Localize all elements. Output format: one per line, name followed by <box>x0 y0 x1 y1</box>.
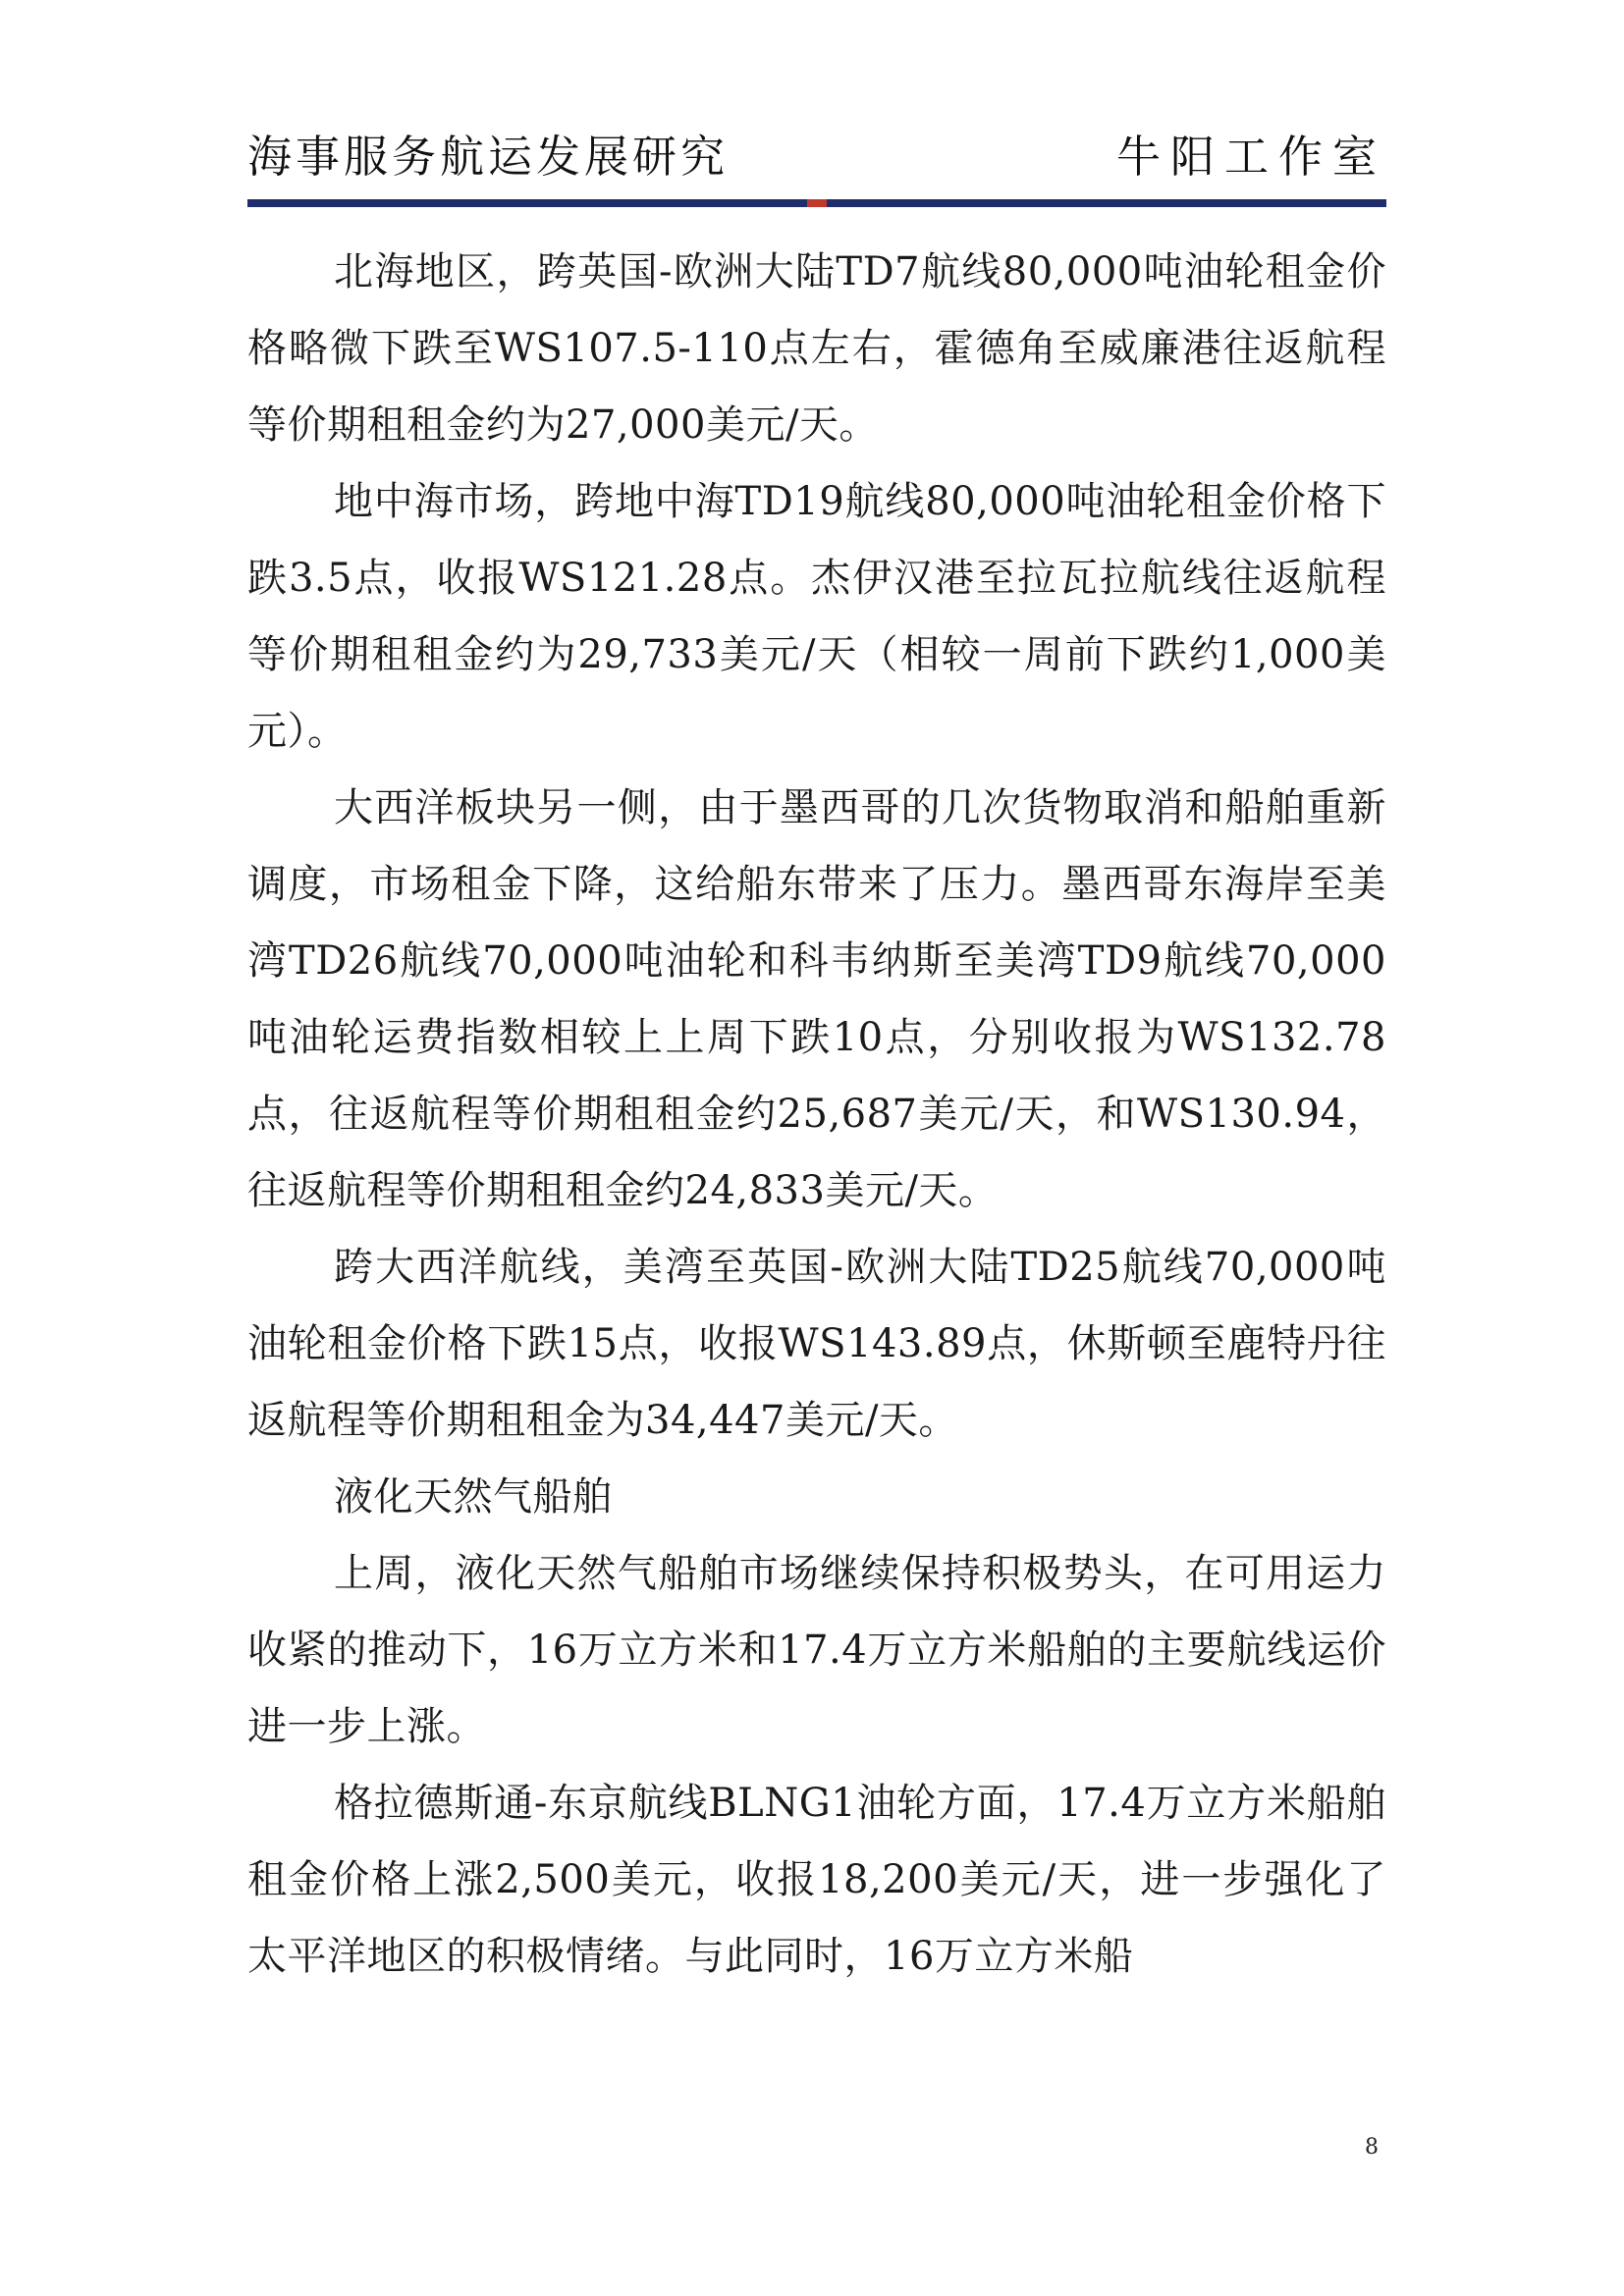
paragraph-lng-blng1: 格拉德斯通-东京航线BLNG1油轮方面，17.4万立方米船舶租金价格上涨2,500美元，收报18,200美元/天，进一步强化了太平洋地区的积极情绪。与此同时，16万立方米船 <box>247 1781 1386 1979</box>
header-left-title: 海事服务航运发展研究 <box>247 131 730 183</box>
page-header <box>247 126 1386 188</box>
paragraph-atlantic-west: 大西洋板块另一侧，由于墨西哥的几次货物取消和船舶重新调度，市场租金下降，这给船东带来了压力。墨西哥东海岸至美湾TD26航线70,000吨油轮和科韦纳斯至美湾TD9航线70,000吨油轮运费指数相较上上周下跌10点，分别收报为WS132.78点，往返航程等价期租租金约25,687美元/天，和WS130.94，往返航程等价期租租金约24,833美元/天。 <box>247 785 1386 1213</box>
section-heading-lng: 液化天然气船舶 <box>334 1474 613 1520</box>
paragraph-north-sea: 北海地区，跨英国-欧洲大陆TD7航线80,000吨油轮租金价格略微下跌至WS107.5-110点左右，霍德角至威廉港往返航程等价期租租金约为27,000美元/天。 <box>247 249 1386 448</box>
header-divider-left <box>247 199 807 207</box>
page-number: 8 <box>1365 2135 1379 2160</box>
header-divider-accent <box>807 199 827 207</box>
paragraph-transatlantic: 跨大西洋航线，美湾至英国-欧洲大陆TD25航线70,000吨油轮租金价格下跌15点，收报WS143.89点，休斯顿至鹿特丹往返航程等价期租租金为34,447美元/天。 <box>247 1245 1386 1443</box>
paragraph-lng-overview: 上周，液化天然气船舶市场继续保持积极势头，在可用运力收紧的推动下，16万立方米和17.4万立方米船舶的主要航线运价进一步上涨。 <box>247 1551 1386 1749</box>
document-body <box>247 234 1386 1995</box>
paragraph-mediterranean: 地中海市场，跨地中海TD19航线80,000吨油轮租金价格下跌3.5点，收报WS121.28点。杰伊汉港至拉瓦拉航线往返航程等价期租租金约为29,733美元/天（相较一周前下跌约1,000美元）。 <box>247 479 1386 754</box>
header-right-title: 牛阳工作室 <box>1115 131 1386 183</box>
header-divider <box>247 199 1386 207</box>
header-divider-right <box>827 199 1386 207</box>
